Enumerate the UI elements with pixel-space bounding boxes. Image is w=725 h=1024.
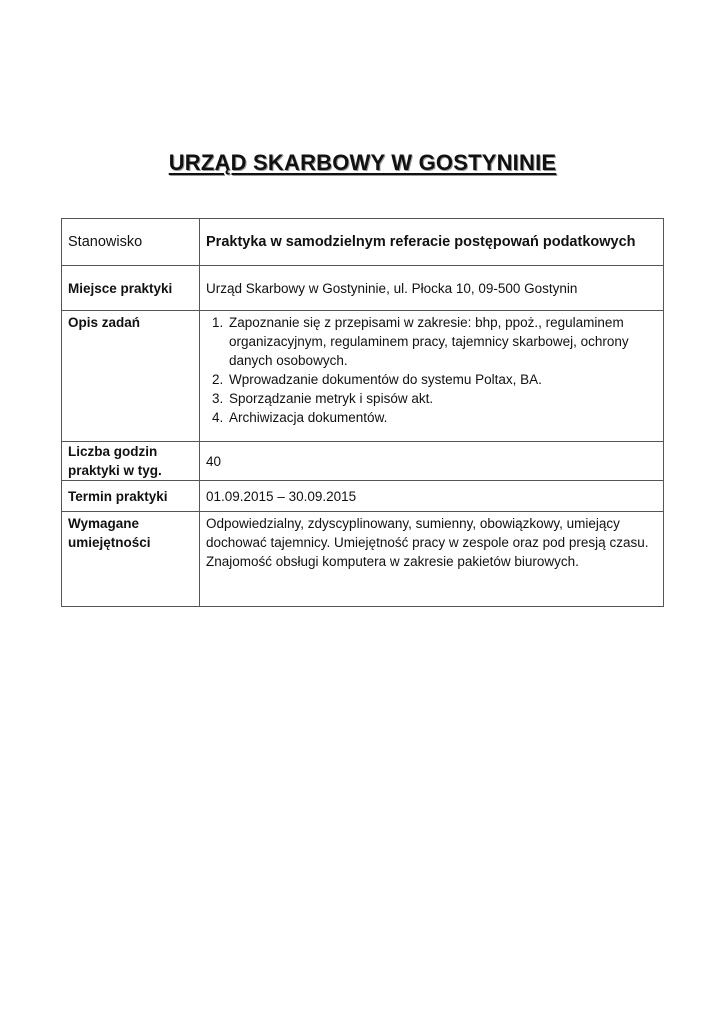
table-row-termin (62, 481, 664, 512)
internship-table (61, 218, 664, 607)
miejsce-label: Miejsce praktyki (62, 266, 200, 311)
termin-value: 01.09.2015 – 30.09.2015 (200, 481, 664, 512)
task-item: 1. Zapoznanie się z przepisami w zakresie: bhp, ppoż., regulaminem organizacyjnym, regulaminem pracy, tajemnicy skarbowej, ochrony danych osobowych. (227, 313, 657, 370)
table-row-umiejetnosci (62, 512, 664, 607)
godziny-value: 40 (200, 442, 664, 481)
task-item: 4. Archiwizacja dokumentów. (227, 408, 657, 427)
stanowisko-value: Praktyka w samodzielnym referacie postępowań podatkowych (200, 219, 664, 266)
table-row-stanowisko (62, 219, 664, 266)
opis-value (200, 311, 664, 442)
page-title: URZĄD SKARBOWY W GOSTYNINIE (168, 150, 557, 175)
stanowisko-label: Stanowisko (62, 219, 200, 266)
umiejetnosci-value: Odpowiedzialny, zdyscyplinowany, sumienny, obowiązkowy, umiejący dochować tajemnicy. Umiejętność pracy w zespole oraz pod presją czasu. Znajomość obsługi komputera w zakresie pakietów biurowych. (200, 512, 664, 607)
task-list (206, 313, 657, 427)
umiejetnosci-label: Wymagane umiejętności (62, 512, 200, 607)
termin-label: Termin praktyki (62, 481, 200, 512)
task-item: 3. Sporządzanie metryk i spisów akt. (227, 389, 657, 408)
godziny-label: Liczba godzin praktyki w tyg. (62, 442, 200, 481)
opis-label: Opis zadań (62, 311, 200, 442)
table-row-miejsce (62, 266, 664, 311)
miejsce-value: Urząd Skarbowy w Gostyninie, ul. Płocka 10, 09-500 Gostynin (200, 266, 664, 311)
table-row-opis (62, 311, 664, 442)
task-item: 2. Wprowadzanie dokumentów do systemu Poltax, BA. (227, 370, 657, 389)
table-row-godziny (62, 442, 664, 481)
